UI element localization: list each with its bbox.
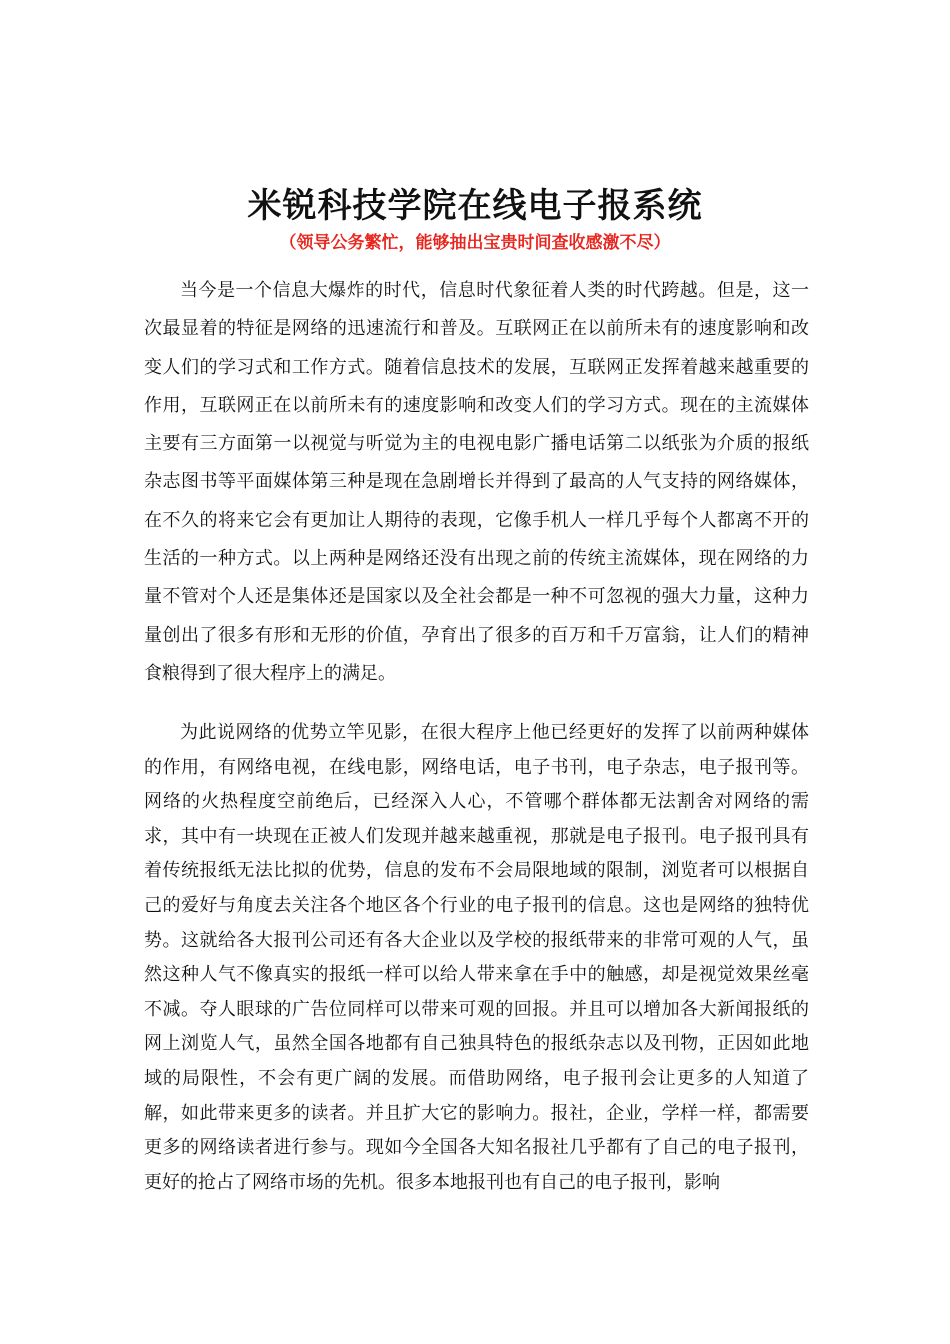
body-paragraph: 为此说网络的优势立竿见影，在很大程序上他已经更好的发挥了以前两种媒体的作用，有网络电视，在线电影，网络电话，电子书刊，电子杂志，电子报刊等。网络的火热程度空前绝后，已经深入人心，不管哪个群体都无法割舍对网络的需求，其中有一块现在正被人们发现并越来越重视，那就是电子报刊。电子报刊具有着传统报纸无法比拟的优势，信息的发布不会局限地域的限制，浏览者可以根据自己的爱好与角度去关注各个地区各个行业的电子报刊的信息。这也是网络的独特优势。这就给各大报刊公司还有各大企业以及学校的报纸带来的非常可观的人气，虽然这种人气不像真实的报纸一样可以给人带来拿在手中的触感，却是视觉效果丝毫不减。夺人眼球的广告位同样可以带来可观的回报。并且可以增加各大新闻报纸的网上浏览人气，虽然全国各地都有自己独具特色的报纸杂志以及刊物，正因如此地域的局限性，不会有更广阔的发展。而借助网络，电子报刊会让更多的人知道了解，如此带来更多的读者。并且扩大它的影响力。报社，企业，学样一样，都需要更多的网络读者进行参与。现如今全国各大知名报社几乎都有了自己的电子报刊，更好的抢占了网络市场的先机。很多本地报刊也有自己的电子报刊，影响: [144, 722, 809, 1193]
document-subtitle: （领导公务繁忙，能够抽出宝贵时间查收感激不尽）: [279, 233, 671, 253]
body-paragraph: 当今是一个信息大爆炸的时代，信息时代象征着人类的时代跨越。但是，这一次最显着的特征是网络的迅速流行和普及。互联网正在以前所未有的速度影响和改变人们的学习式和工作方式。随着信息技术的发展，互联网正发挥着越来越重要的作用，互联网正在以前所未有的速度影响和改变人们的学习方式。现在的主流媒体主要有三方面第一以视觉与听觉为主的电视电影广播电话第二以纸张为介质的报纸杂志图书等平面媒体第三种是现在急剧增长并得到了最高的人气支持的网络媒体，在不久的将来它会有更加让人期待的表现，它像手机人一样几乎每个人都离不开的生活的一种方式。以上两种是网络还没有出现之前的传统主流媒体，现在网络的力量不管对个人还是集体还是国家以及全社会都是一种不可忽视的强大力量，这种力量创出了很多有形和无形的价值，孕育出了很多的百万和千万富翁，让人们的精神食粮得到了很大程序上的满足。: [144, 280, 809, 684]
document-title: 米锐科技学院在线电子报系统: [247, 186, 703, 226]
